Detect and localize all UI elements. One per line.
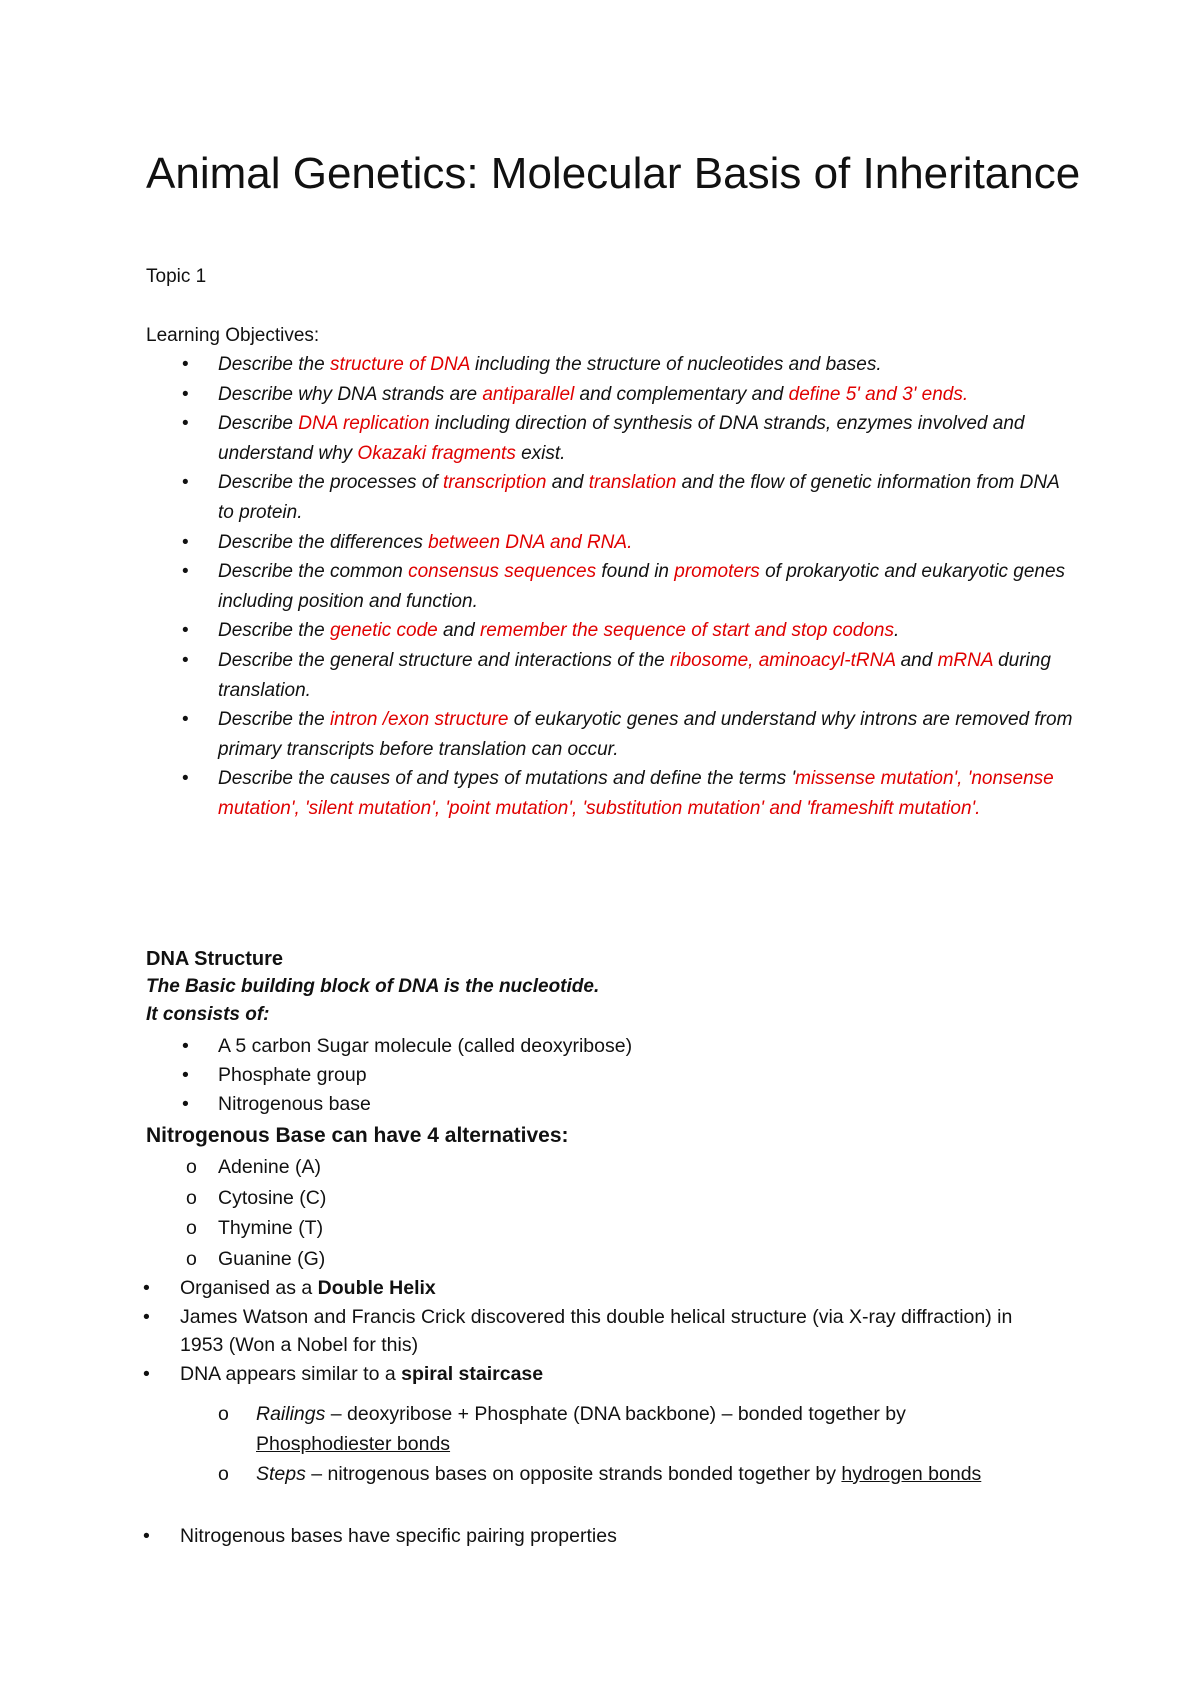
bullet-icon: • bbox=[182, 561, 189, 583]
circle-bullet-icon: o bbox=[218, 1463, 229, 1485]
page-title: Animal Genetics: Molecular Basis of Inheritance bbox=[146, 149, 1081, 198]
list-item: o Cytosine (C) bbox=[182, 1183, 1082, 1214]
pairing-list bbox=[143, 1522, 1043, 1551]
objective-item: • Describe the structure of DNA including the structure of nucleotides and bases. bbox=[146, 350, 1076, 380]
objective-item: • Describe the causes of and types of mutations and define the terms 'missense mutation', 'nonsense mutation', 'silent mutation', 'point mutation', 'substitution mutation' and 'frameshift mutation'. bbox=[146, 764, 1076, 823]
list-item: • Organised as a Double Helix bbox=[143, 1274, 1043, 1303]
section-title-dna-structure: DNA Structure bbox=[146, 948, 284, 970]
bullet-icon: • bbox=[182, 1035, 189, 1057]
bullet-icon: • bbox=[143, 1525, 150, 1547]
bullet-icon: • bbox=[182, 768, 189, 790]
list-item: • A 5 carbon Sugar molecule (called deoxyribose) bbox=[182, 1032, 1082, 1061]
objective-item: • Describe the differences between DNA and RNA. bbox=[146, 528, 1076, 558]
circle-bullet-icon: o bbox=[186, 1217, 197, 1239]
dna-points-list bbox=[143, 1274, 1043, 1388]
circle-bullet-icon: o bbox=[218, 1403, 229, 1425]
bullet-icon: • bbox=[182, 1093, 189, 1115]
objective-item: • Describe the intron /exon structure of eukaryotic genes and understand why introns are removed from primary transcripts before translation can occur. bbox=[146, 705, 1076, 764]
list-item: • Phosphate group bbox=[182, 1061, 1082, 1090]
list-item: • DNA appears similar to a spiral staircase bbox=[143, 1360, 1043, 1389]
bullet-icon: • bbox=[182, 354, 189, 375]
bullet-icon: • bbox=[182, 413, 189, 435]
bullet-icon: • bbox=[182, 649, 189, 671]
circle-bullet-icon: o bbox=[186, 1186, 197, 1209]
objective-item: • Describe why DNA strands are antiparallel and complementary and define 5' and 3' ends. bbox=[146, 380, 1076, 410]
bullet-icon: • bbox=[182, 472, 189, 494]
bullet-icon: • bbox=[143, 1277, 150, 1299]
circle-bullet-icon: o bbox=[186, 1156, 197, 1178]
bullet-icon: • bbox=[182, 620, 189, 642]
bullet-icon: • bbox=[182, 1064, 189, 1086]
objective-item: • Describe the common consensus sequences found in promoters of prokaryotic and eukaryotic genes including position and function. bbox=[146, 557, 1076, 616]
bases-list bbox=[182, 1152, 1082, 1274]
nitrogenous-base-heading: Nitrogenous Base can have 4 alternatives: bbox=[146, 1124, 569, 1147]
objective-item: • Describe DNA replication including direction of synthesis of DNA strands, enzymes involved and understand why Okazaki fragments exist. bbox=[146, 409, 1076, 468]
objective-item: • Describe the genetic code and remember the sequence of start and stop codons. bbox=[146, 616, 1076, 646]
nucleotide-intro: The Basic building block of DNA is the nucleotide. bbox=[146, 976, 600, 997]
staircase-sublist bbox=[216, 1399, 1036, 1489]
objective-item: • Describe the general structure and interactions of the ribosome, aminoacyl-tRNA and mRNA during translation. bbox=[146, 646, 1076, 705]
objective-item: • Describe the processes of transcription and translation and the flow of genetic information from DNA to protein. bbox=[146, 468, 1076, 527]
list-item: o Steps – nitrogenous bases on opposite strands bonded together by hydrogen bonds bbox=[216, 1459, 1036, 1489]
bullet-icon: • bbox=[143, 1362, 150, 1385]
bullet-icon: • bbox=[143, 1305, 150, 1328]
list-item: • Nitrogenous bases have specific pairing properties bbox=[143, 1522, 1043, 1551]
list-item: • Nitrogenous base bbox=[182, 1090, 1082, 1119]
list-item: o Adenine (A) bbox=[182, 1152, 1082, 1183]
bullet-icon: • bbox=[182, 531, 189, 553]
topic-label: Topic 1 bbox=[146, 266, 207, 287]
nucleotide-components-list bbox=[182, 1032, 1082, 1119]
bullet-icon: • bbox=[182, 709, 189, 731]
circle-bullet-icon: o bbox=[186, 1247, 197, 1270]
list-item: o Railings – deoxyribose + Phosphate (DNA backbone) – bonded together by Phosphodiester bonds bbox=[216, 1399, 1036, 1459]
objectives-list bbox=[146, 350, 1076, 824]
bullet-icon: • bbox=[182, 383, 189, 405]
consists-of-label: It consists of: bbox=[146, 1004, 270, 1025]
list-item: • James Watson and Francis Crick discovered this double helical structure (via X-ray diffraction) in 1953 (Won a Nobel for this) bbox=[143, 1303, 1043, 1360]
list-item: o Guanine (G) bbox=[182, 1244, 1082, 1275]
objectives-heading: Learning Objectives: bbox=[146, 325, 320, 346]
list-item: o Thymine (T) bbox=[182, 1213, 1082, 1244]
